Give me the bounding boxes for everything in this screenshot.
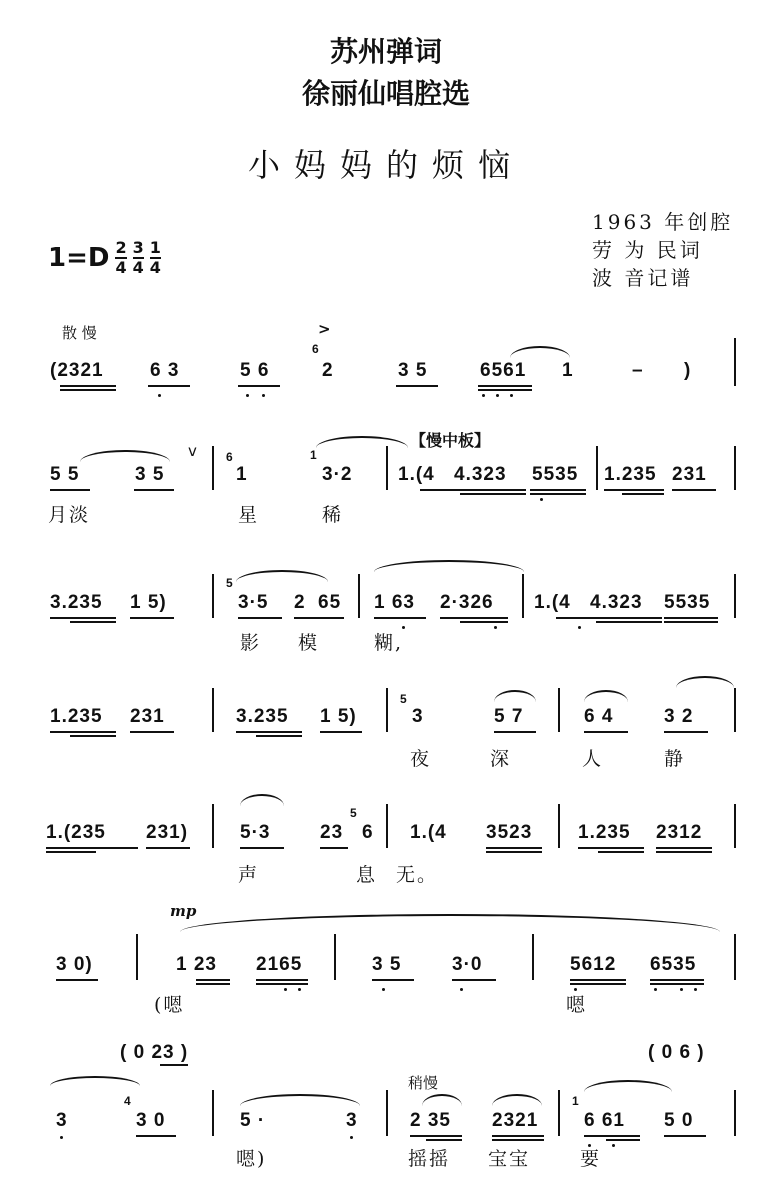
barline	[734, 1090, 736, 1136]
note-group: 1	[562, 360, 574, 381]
note-group: 5535	[664, 592, 711, 613]
lyric: 人	[582, 748, 604, 770]
tempo-marking: 散 慢	[62, 324, 97, 342]
underline	[420, 489, 526, 491]
underline	[160, 1064, 188, 1066]
note-group: 2312	[656, 822, 703, 843]
credit-lyricist: 劳 为 民词	[592, 238, 703, 262]
slur	[240, 1094, 360, 1106]
series-title: 苏州弹词	[329, 35, 442, 68]
underline	[598, 851, 644, 853]
underline	[50, 731, 116, 733]
note-group: 1 63	[374, 592, 415, 613]
underline	[584, 731, 628, 733]
underline	[530, 493, 586, 495]
note-group: –	[632, 360, 644, 381]
lyric: 声	[238, 864, 260, 886]
underline	[374, 617, 426, 619]
note-group: 2165	[256, 954, 303, 975]
octave-dot	[60, 1136, 63, 1139]
underline	[664, 731, 708, 733]
octave-dot	[654, 988, 657, 991]
underline	[82, 847, 138, 849]
barline	[522, 574, 524, 618]
note-group: )	[684, 360, 692, 381]
underline	[440, 617, 508, 619]
note-group: 231	[130, 706, 165, 727]
underline	[492, 1135, 544, 1137]
underline	[650, 983, 704, 985]
underline	[672, 489, 716, 491]
note-group: 3·5	[238, 592, 269, 613]
note-group: 2	[294, 592, 306, 613]
note-group: 3 0)	[56, 954, 93, 975]
lyric: 宝宝	[488, 1148, 531, 1170]
underline	[238, 385, 280, 387]
underline	[622, 493, 664, 495]
note-group: 5612	[570, 954, 617, 975]
lyric: 模	[298, 632, 320, 654]
underline	[50, 617, 116, 619]
slur	[676, 676, 734, 688]
underline	[460, 621, 508, 623]
breath-mark: v	[188, 442, 197, 460]
octave-dot	[680, 988, 683, 991]
meter-2-4: 2 4	[115, 238, 127, 277]
note-group: 231)	[146, 822, 189, 843]
slur	[584, 1080, 672, 1092]
note-group: 3 5	[135, 464, 165, 485]
grace-note: 1	[572, 1094, 580, 1108]
note-group: 1.235	[578, 822, 631, 843]
underline	[294, 617, 344, 619]
slur	[422, 1094, 462, 1106]
note-group: 3 5	[372, 954, 402, 975]
underline	[136, 1135, 176, 1137]
underline	[146, 847, 190, 849]
underline	[320, 731, 362, 733]
barline	[734, 574, 736, 618]
slur	[180, 914, 720, 932]
tempo-marking: 稍慢	[408, 1074, 439, 1092]
underline	[256, 979, 308, 981]
barline	[558, 804, 560, 848]
lyric: 糊,	[374, 632, 404, 654]
key-label: 1=D	[48, 243, 110, 273]
octave-dot	[482, 394, 485, 397]
barline	[212, 1090, 214, 1136]
note-group: 1.(4	[398, 464, 435, 485]
barline	[734, 934, 736, 980]
underline	[196, 979, 230, 981]
underline	[492, 1139, 544, 1141]
underline	[60, 385, 116, 387]
underline	[372, 979, 414, 981]
underline	[256, 735, 302, 737]
underline	[426, 1139, 462, 1141]
octave-dot	[510, 394, 513, 397]
note-group: 6	[362, 822, 374, 843]
barline	[386, 688, 388, 732]
note-group: (2321	[50, 360, 104, 381]
slur	[236, 570, 328, 582]
underline	[70, 621, 116, 623]
key-signature	[48, 240, 161, 276]
underline	[486, 847, 542, 849]
note-group: 6 3	[150, 360, 180, 381]
note-group: 1 5)	[320, 706, 357, 727]
note-group: 6561	[480, 360, 527, 381]
note-group: 2 35	[410, 1110, 451, 1131]
octave-dot	[494, 626, 497, 629]
note-group: 6 4	[584, 706, 614, 727]
note-group: 1.235	[50, 706, 103, 727]
note-group: 3	[346, 1110, 358, 1131]
underline	[130, 731, 174, 733]
underline	[656, 851, 712, 853]
note-group: 3	[412, 706, 424, 727]
barline	[532, 934, 534, 980]
underline	[494, 731, 536, 733]
octave-dot	[284, 988, 287, 991]
octave-dot	[262, 394, 265, 397]
note-group: 3	[56, 1110, 68, 1131]
underline	[452, 979, 496, 981]
octave-dot	[246, 394, 249, 397]
meter-3-4: 3 4	[132, 238, 144, 277]
underline	[196, 983, 230, 985]
underline	[238, 617, 282, 619]
barline	[212, 688, 214, 732]
slur	[80, 450, 170, 462]
note-group: 2	[322, 360, 334, 381]
note-group: 65	[318, 592, 342, 613]
underline	[664, 1135, 706, 1137]
grace-note: 4	[124, 1094, 132, 1108]
credit-transcriber: 波 音记谱	[592, 266, 694, 290]
underline	[256, 983, 308, 985]
note-group: 3523	[486, 822, 533, 843]
note-group: 5 7	[494, 706, 524, 727]
octave-dot	[694, 988, 697, 991]
underline	[320, 847, 348, 849]
slur	[492, 1094, 542, 1106]
slur	[240, 794, 284, 806]
octave-dot	[578, 626, 581, 629]
song-title: 小妈妈的烦恼	[247, 146, 524, 184]
underline	[556, 617, 662, 619]
note-group: 5 ·	[240, 1110, 266, 1131]
note-group: 1 5)	[130, 592, 167, 613]
upper-note-group: ( 0 6 )	[648, 1042, 705, 1063]
lyric: 嗯	[566, 994, 588, 1016]
barline	[386, 446, 388, 490]
underline	[240, 847, 284, 849]
tempo-marking: 【慢中板】	[410, 431, 491, 450]
grace-note: 5	[400, 692, 408, 706]
barline	[212, 804, 214, 848]
octave-dot	[540, 498, 543, 501]
octave-dot	[496, 394, 499, 397]
lyric: 嗯)	[236, 1148, 267, 1170]
note-group: 3·2	[322, 464, 353, 485]
underline	[664, 617, 718, 619]
meter-1-4: 1 4	[149, 238, 161, 277]
underline	[478, 385, 532, 387]
lyric: 影	[240, 632, 262, 654]
note-group: 5·3	[240, 822, 271, 843]
note-group: 5 6	[240, 360, 270, 381]
accent-mark: >	[318, 320, 331, 338]
underline	[56, 979, 98, 981]
octave-dot	[158, 394, 161, 397]
barline	[212, 446, 214, 490]
note-group: 1.235	[604, 464, 657, 485]
note-group: 1.(235	[46, 822, 106, 843]
lyric: 静	[664, 748, 686, 770]
note-group: 23	[320, 822, 344, 843]
note-group: 3.235	[50, 592, 103, 613]
barline	[136, 934, 138, 980]
octave-dot	[382, 988, 385, 991]
barline	[334, 934, 336, 980]
underline	[578, 847, 644, 849]
underline	[134, 489, 174, 491]
series-subtitle: 徐丽仙唱腔选	[301, 77, 470, 110]
underline	[478, 389, 532, 391]
grace-note: 6	[312, 342, 320, 356]
lyric: 摇摇	[408, 1148, 451, 1170]
note-group: 5 0	[664, 1110, 694, 1131]
lyric: 夜	[410, 748, 432, 770]
note-group: 231	[672, 464, 707, 485]
underline	[148, 385, 190, 387]
underline	[530, 489, 586, 491]
note-group: 1.(4	[534, 592, 571, 613]
barline	[386, 1090, 388, 1136]
grace-note: 1	[310, 448, 318, 462]
slur	[50, 1076, 140, 1086]
underline	[50, 489, 90, 491]
underline	[70, 735, 116, 737]
underline	[60, 389, 116, 391]
underline	[410, 1135, 462, 1137]
grace-note: 5	[350, 806, 358, 820]
note-group: 3·0	[452, 954, 483, 975]
credit-year: 1963 年创腔	[592, 210, 734, 234]
lyric: 无。	[396, 864, 439, 886]
barline	[734, 446, 736, 490]
barline	[386, 804, 388, 848]
underline	[596, 621, 662, 623]
underline	[460, 493, 526, 495]
note-group: 2·326	[440, 592, 494, 613]
note-group: 5535	[532, 464, 579, 485]
lyric: 息	[356, 864, 378, 886]
barline	[558, 1090, 560, 1136]
note-group: 1 23	[176, 954, 217, 975]
octave-dot	[612, 1144, 615, 1147]
barline	[212, 574, 214, 618]
underline	[570, 983, 626, 985]
octave-dot	[350, 1136, 353, 1139]
lyric: 深	[490, 748, 512, 770]
slur	[584, 690, 628, 702]
underline	[46, 851, 96, 853]
barline	[734, 804, 736, 848]
underline	[486, 851, 542, 853]
lyric: 月淡	[48, 504, 91, 526]
note-group: 1	[236, 464, 248, 485]
barline	[734, 338, 736, 386]
dynamic-marking: mp	[170, 902, 197, 920]
note-group: 5 5	[50, 464, 80, 485]
slur	[374, 560, 524, 572]
underline	[664, 621, 718, 623]
note-group: 3 2	[664, 706, 694, 727]
octave-dot	[298, 988, 301, 991]
slur	[510, 346, 570, 358]
note-group: 1.(4	[410, 822, 447, 843]
note-group: 2321	[492, 1110, 539, 1131]
note-group: 3 0	[136, 1110, 166, 1131]
underline	[584, 1135, 640, 1137]
note-group: 3 5	[398, 360, 428, 381]
barline	[358, 574, 360, 618]
slur	[494, 690, 536, 702]
lyric: (嗯	[154, 994, 185, 1016]
note-group: 4.323	[590, 592, 643, 613]
underline	[650, 979, 704, 981]
barline	[734, 688, 736, 732]
underline	[396, 385, 438, 387]
grace-note: 6	[226, 450, 234, 464]
barline	[558, 688, 560, 732]
slur	[316, 436, 408, 448]
underline	[604, 489, 664, 491]
note-group: 4.323	[454, 464, 507, 485]
underline	[236, 731, 302, 733]
barline	[596, 446, 598, 490]
note-group: 3.235	[236, 706, 289, 727]
underline	[606, 1139, 640, 1141]
underline	[656, 847, 712, 849]
octave-dot	[460, 988, 463, 991]
lyric: 星	[238, 504, 260, 526]
upper-note-group: ( 0 23 )	[120, 1042, 189, 1063]
grace-note: 5	[226, 576, 234, 590]
underline	[570, 979, 626, 981]
note-group: 6 61	[584, 1110, 625, 1131]
note-group: 6535	[650, 954, 697, 975]
underline	[130, 617, 174, 619]
lyric: 稀	[322, 504, 344, 526]
lyric: 要	[580, 1148, 602, 1170]
